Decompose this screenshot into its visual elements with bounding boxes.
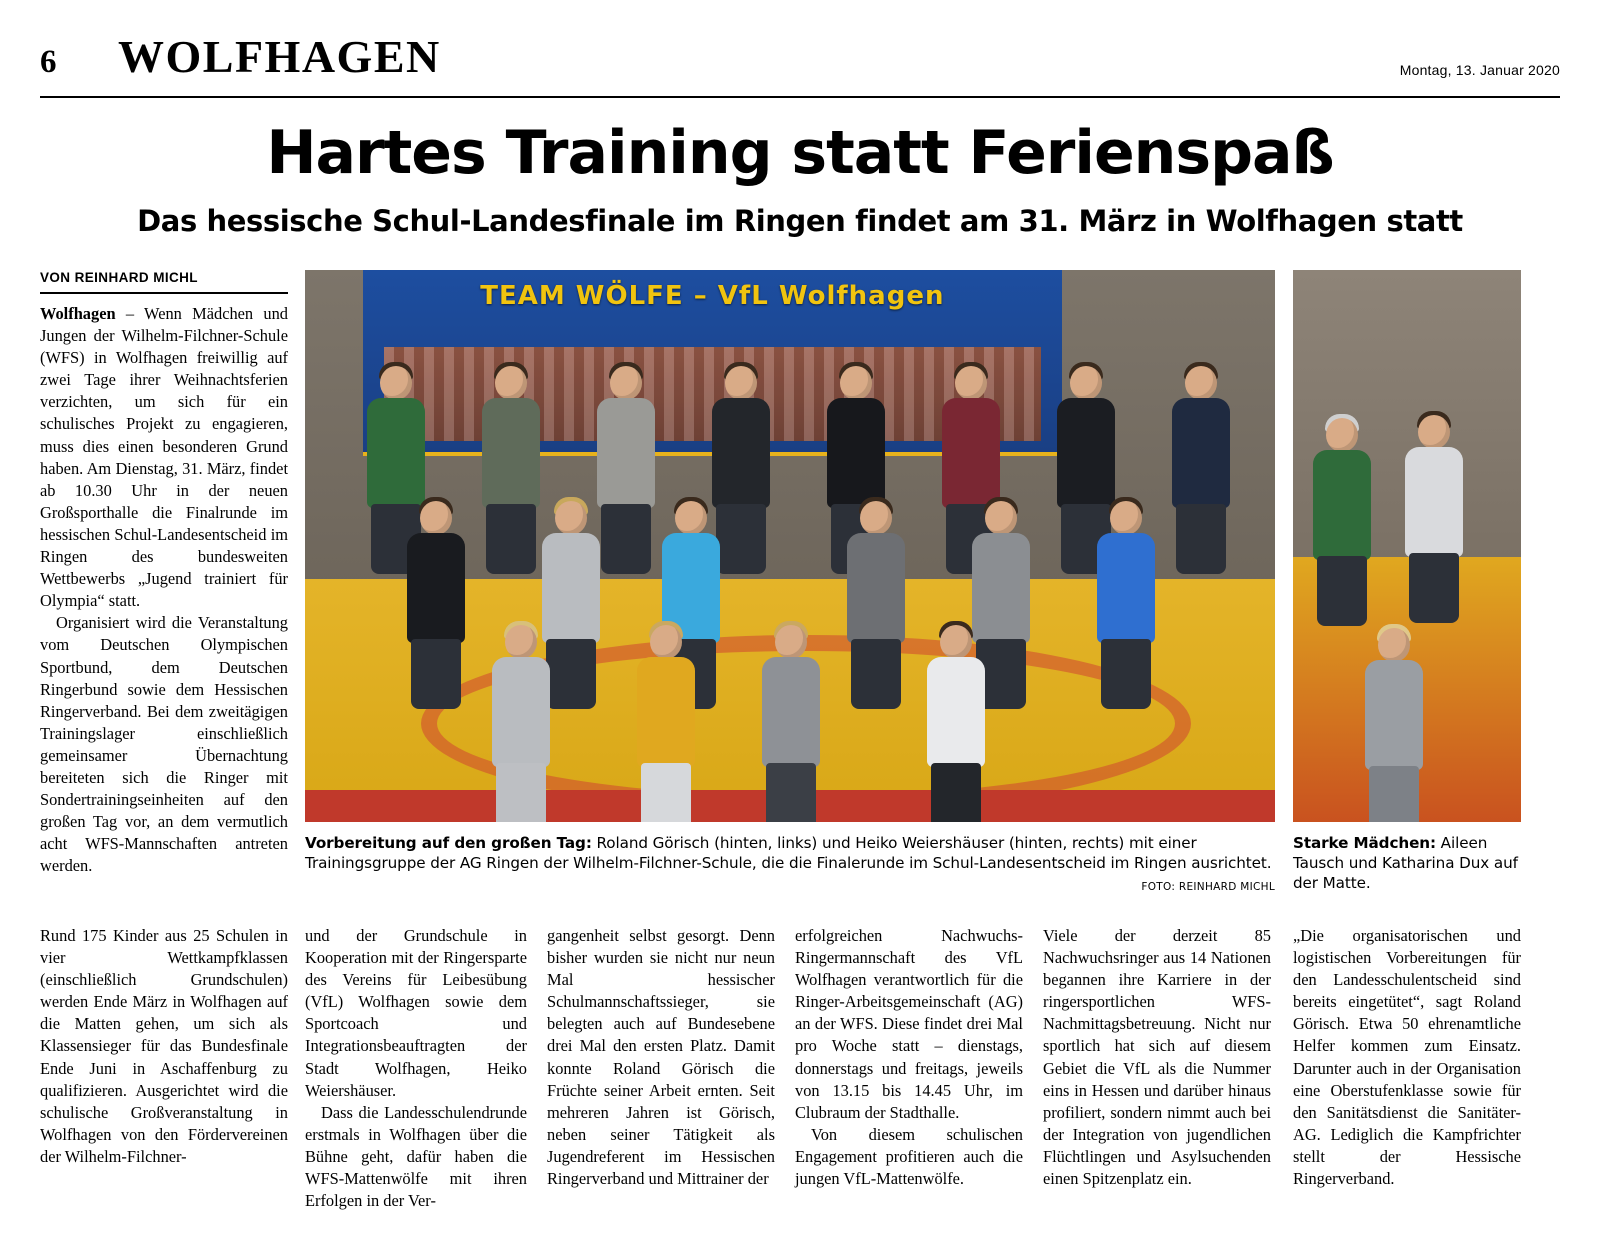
person-figure [925,625,987,805]
person-figure [1095,501,1157,701]
caption-lead: Starke Mädchen: [1293,834,1436,852]
article-column-3 [305,925,527,1212]
caption-text: Aileen Tausch und Katharina Dux auf der Matte. [1293,834,1518,892]
person-figure [405,501,467,701]
article-column-2 [40,925,288,1168]
masthead [40,26,1560,96]
paragraph: „Die organisatorischen und logistischen Vorbereitungen für den Landesschulentscheid sind bereits eingetütet“, sagt Roland Görisch. Etwa 50 ehrenamtliche Helfer kommen zum Einsatz. Darunter auch in der Organisation eine Oberstufenklasse sowie für den Sanitätsdienst die Sanitäter-AG. Lediglich die Kampfrichter stellt der Hessische Ringerverband. [1293,926,1521,1189]
masthead-divider [40,96,1560,98]
article-column-4 [547,925,775,1190]
person-figure [635,625,697,805]
person-figure [1170,366,1232,601]
main-photo-caption [305,833,1275,893]
article-column-6 [1043,925,1271,1190]
side-photo [1293,270,1521,822]
dateline: Wolfhagen [40,304,116,323]
person-figure [595,366,657,601]
article-column-7 [1293,925,1521,1190]
caption-lead: Vorbereitung auf den großen Tag: [305,834,592,852]
byline-divider [40,292,288,294]
paragraph [40,303,288,612]
photo-credit-name: REINHARD MICHL [1178,881,1275,893]
photo-scene-side [1293,270,1521,822]
caption-text: Roland Görisch (hinten, links) und Heiko Weiershäuser (hinten, rechts) mit einer Trainingsgruppe der AG Ringen der Wilhelm-Filchner-Schule, die die Finalerunde im Schul-Landesentscheid im Ringen ausrichtet. [305,834,1272,872]
person-figure [480,366,542,601]
article-column-5 [795,925,1023,1190]
paragraph: Rund 175 Kinder aus 25 Schulen in vier Wettkampfklassen (einschließlich Grundschulen) werden Ende März in Wolfhagen auf die Matten gehen, um sich als Klassensieger für das Bundesfinale Ende Juni in Aschaffenburg zu qualifizieren. Ausgerichtet wird die schulische Großveranstaltung in Wolfhagen von den Fördervereinen der Wilhelm-Filchner- [40,926,288,1166]
headline: Hartes Training statt Ferienspaß [266,118,1334,188]
photo-credit-label: FOTO: [1141,881,1176,893]
article-column-1 [40,303,288,877]
paragraph: erfolgreichen Nachwuchs-Ringermannschaft des VfL Wolfhagen verantwortlich für die Ringer-Arbeitsgemeinschaft (AG) an der WFS. Diese findet drei Mal pro Woche statt – dienstags, donnerstags und freitags, jeweils von 13.15 bis 14.45 Uhr, im Clubraum der Stadthalle. [795,926,1023,1122]
photo-credit [1141,877,1275,897]
paragraph: Dass die Landesschulendrunde erstmals in Wolfhagen über die Bühne geht, dafür haben die WFS-Mattenwölfe mit ihren Erfolgen in der Ver- [305,1102,527,1211]
paragraph: gangenheit selbst gesorgt. Denn bisher wurden sie nicht nur neun Mal hessischer Schulmannschaftssieger, sie belegten auch auf Bundesebene drei Mal den ersten Platz. Damit konnte Roland Görisch die Früchte seiner Arbeit ernten. Seit mehreren Jahren ist Görisch, neben seiner Tätigkeit als Jugendreferent im Hessischen Ringerverband und Mittrainer der [547,926,775,1189]
person-figure [490,625,552,805]
subheadline: Das hessische Schul-Landesfinale im Ringen findet am 31. März in Wolfhagen statt [137,204,1463,238]
paragraph-text: – Wenn Mädchen und Jungen der Wilhelm-Filchner-Schule (WFS) in Wolfhagen freiwillig auf zwei Tage ihrer Weihnachtsferien verzichten, um sich für ein schulisches Projekt zu engagieren, muss dies einen besonderen Grund haben. Am Dienstag, 31. März, findet ab 10.30 Uhr in der neuen Großsporthalle die Finalrunde im hessischen Schul-Landesentscheid im Ringen des bundesweiten Wettbewerbs „Jugend trainiert für Olympia“ statt. [40,304,288,611]
page-number: 6 [40,44,57,80]
byline: VON REINHARD MICHL [40,270,198,285]
person-figure [760,625,822,805]
paragraph: Viele der derzeit 85 Nachwuchsringer aus 14 Nationen begannen ihre Karriere in der ringersportlichen WFS-Nachmittagsbetreuung. Nicht nur sportlich hat sich auf diesem Gebiet die VfL als die Nummer eins in Hessen und darüber hinaus profiliert, sondern nimmt auch bei der Integration von jugendlichen Flüchtlingen und Asylsuchenden einen Spitzenplatz ein. [1043,926,1271,1189]
person-figure [1311,418,1373,568]
person-figure [845,501,907,701]
person-figure [1363,628,1425,778]
issue-date: Montag, 13. Januar 2020 [1399,62,1560,78]
paragraph: und der Grundschule in Kooperation mit der Ringersparte des Vereins für Leibesübung (VfL) Wolfhagen sowie dem Sportcoach und Integrationsbeauftragten der Stadt Wolfhagen, Heiko Weiershäuser. [305,926,527,1100]
banner-text: TEAM WÖLFE – VfL Wolfhagen [480,280,945,311]
person-figure [1403,415,1465,535]
photo-scene [305,270,1275,822]
section-title: WOLFHAGEN [118,31,441,82]
paragraph: Organisiert wird die Veranstaltung vom Deutschen Olympischen Sportbund, dem Deutschen Ringerbund sowie dem Hessischen Ringerverband. Bei dem zweitägigen Trainingslager einschließlich gemeinsamer Übernachtung bereiteten sich die Ringer mit Sondertrainingseinheiten auf den großen Tag vor, an dem vermutlich acht WFS-Mannschaften antreten werden. [40,613,288,876]
paragraph: Von diesem schulischen Engagement profitieren auch die jungen VfL-Mattenwölfe. [795,1124,1023,1189]
main-photo [305,270,1275,822]
side-photo-caption [1293,833,1523,893]
